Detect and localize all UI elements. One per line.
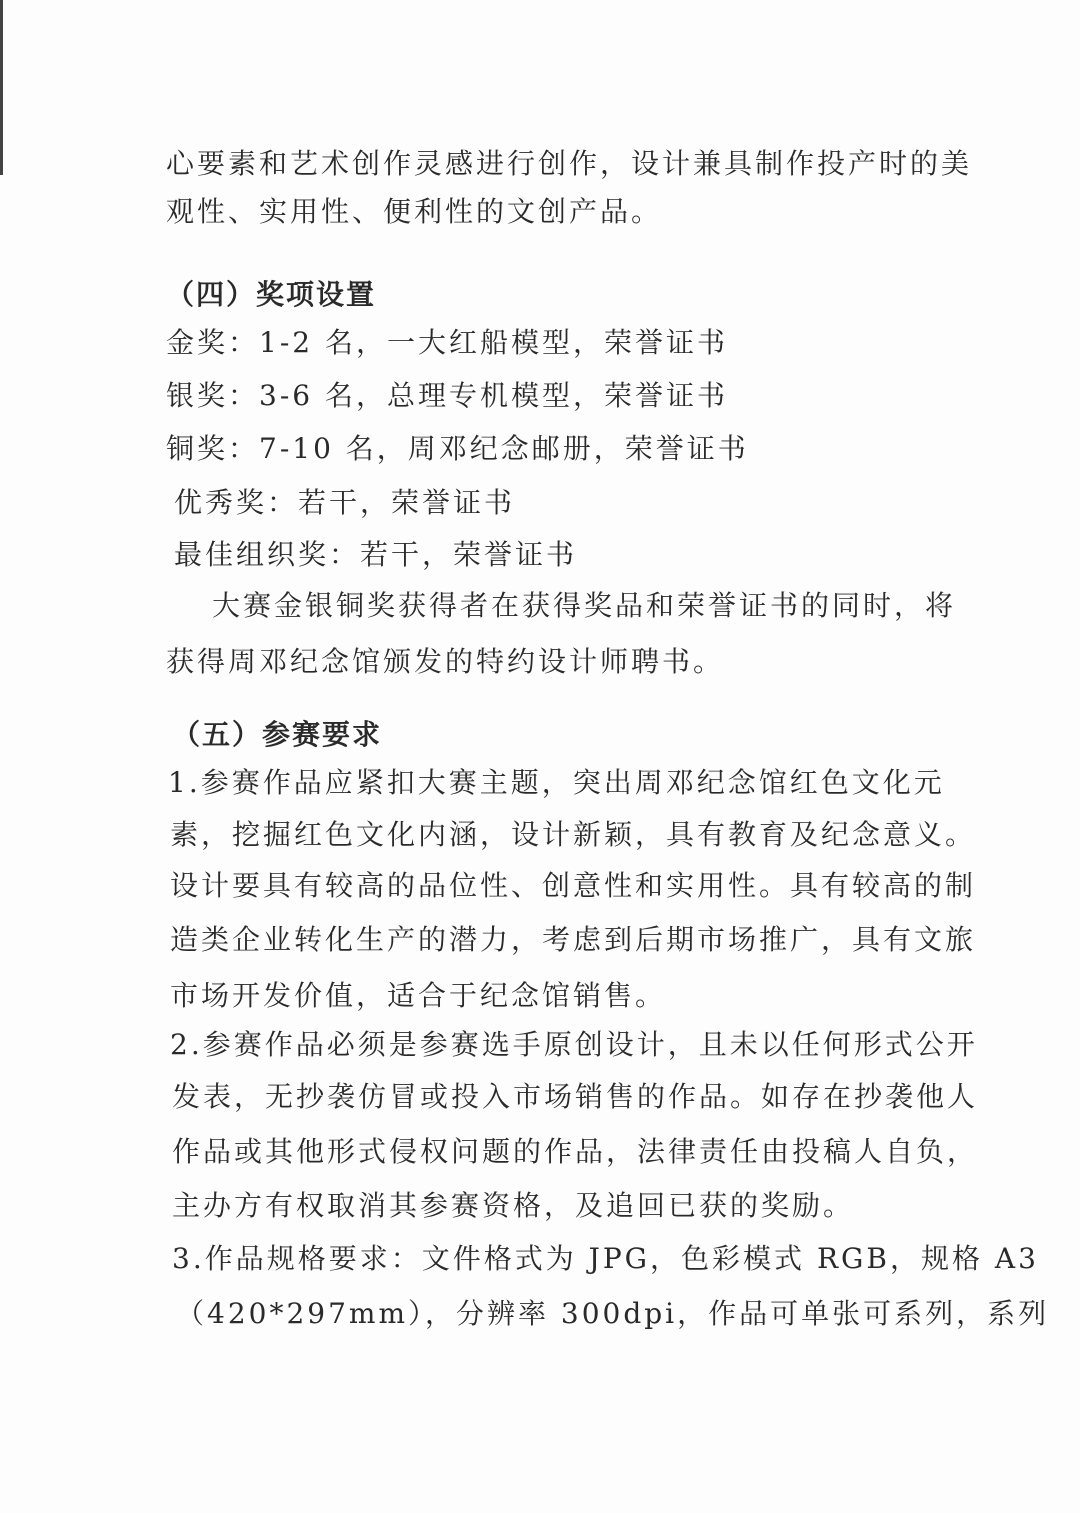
req1-line-4: 造类企业转化生产的潜力，考虑到后期市场推广，具有文旅 <box>170 923 977 956</box>
req1-line-3: 设计要具有较高的品位性、创意性和实用性。具有较高的制 <box>170 869 977 902</box>
req1-line-2: 素，挖掘红色文化内涵，设计新颖，具有教育及纪念意义。 <box>170 818 977 851</box>
intro-line-1: 心要素和艺术创作灵感进行创作，设计兼具制作投产时的美 <box>166 147 973 180</box>
scan-border-edge <box>0 0 3 175</box>
award-best-organization: 最佳组织奖：若干，荣誉证书 <box>174 538 578 571</box>
req2-line-2: 发表，无抄袭仿冒或投入市场销售的作品。如存在抄袭他人 <box>172 1080 979 1113</box>
req1-line-5: 市场开发价值，适合于纪念馆销售。 <box>170 979 667 1012</box>
req3-line-1: 3.作品规格要求：文件格式为 JPG，色彩模式 RGB，规格 A3 <box>172 1242 1039 1275</box>
req2-line-3: 作品或其他形式侵权问题的作品，法律责任由投稿人自负， <box>172 1135 979 1168</box>
award-bronze: 铜奖：7-10 名，周邓纪念邮册，荣誉证书 <box>166 432 749 465</box>
award-silver: 银奖：3-6 名，总理专机模型，荣誉证书 <box>166 379 728 412</box>
req1-line-1: 1.参赛作品应紧扣大赛主题，突出周邓纪念馆红色文化元 <box>168 766 945 799</box>
award-excellence: 优秀奖：若干，荣誉证书 <box>174 486 516 519</box>
award-gold: 金奖：1-2 名，一大红船模型，荣誉证书 <box>166 326 728 359</box>
req3-line-2: （420*297mm），分辨率 300dpi，作品可单张可系列，系列 <box>176 1297 1050 1330</box>
intro-line-2: 观性、实用性、便利性的文创产品。 <box>166 195 663 228</box>
award-note-line-2: 获得周邓纪念馆颁发的特约设计师聘书。 <box>166 645 725 678</box>
section-4-heading: （四）奖项设置 <box>166 278 377 311</box>
req2-line-4: 主办方有权取消其参赛资格，及追回已获的奖励。 <box>172 1189 855 1222</box>
req2-line-1: 2.参赛作品必须是参赛选手原创设计，且未以任何形式公开 <box>170 1028 978 1061</box>
award-note-line-1: 大赛金银铜奖获得者在获得奖品和荣誉证书的同时，将 <box>212 589 957 622</box>
section-5-heading: （五）参赛要求 <box>172 718 383 751</box>
